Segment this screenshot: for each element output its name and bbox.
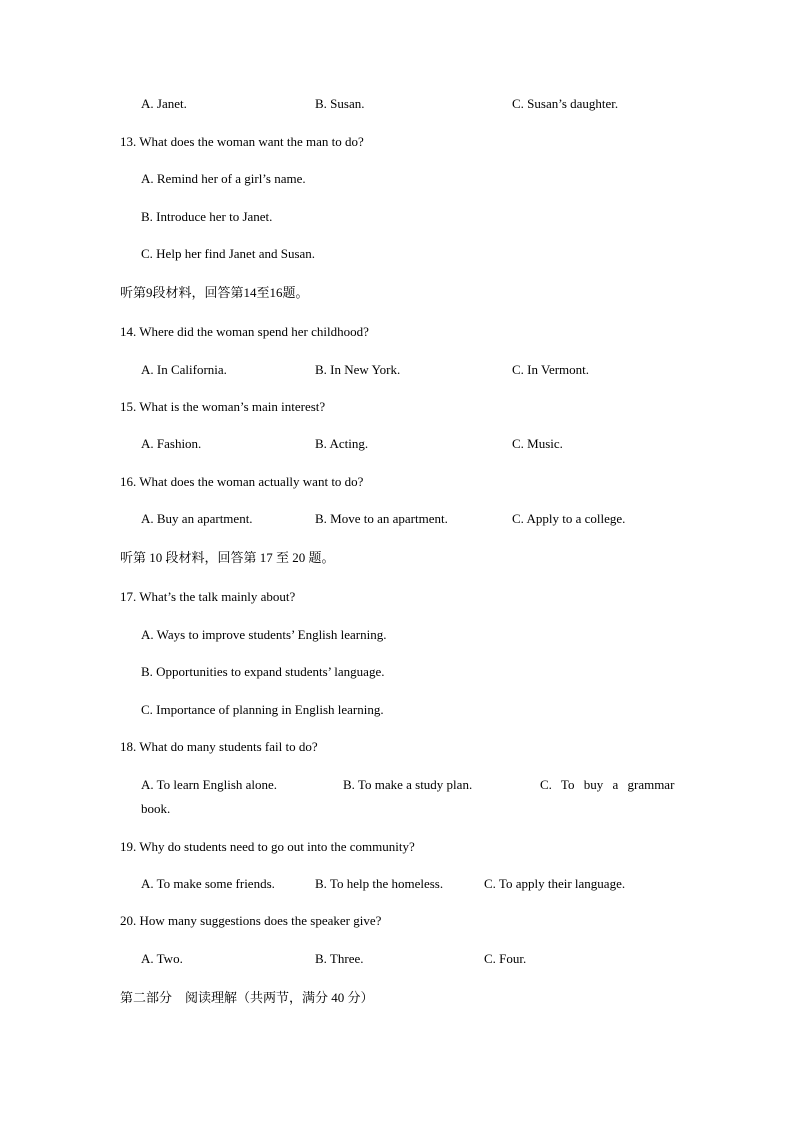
- q16-option-b: B. Move to an apartment.: [315, 511, 448, 526]
- q19-option-b: B. To help the homeless.: [315, 876, 444, 891]
- q12-option-c: C. Susan’s daughter.: [512, 96, 619, 111]
- part-2-heading: 第二部分 阅读理解（共两节，满分 40 分）: [120, 990, 374, 1005]
- q18-option-c: [540, 777, 674, 793]
- q14-option-b: B. In New York.: [315, 362, 401, 377]
- q19-option-c: C. To apply their language.: [484, 876, 626, 891]
- q15-question: 15. What is the woman’s main interest?: [120, 399, 326, 414]
- q13-option-c: C. Help her find Janet and Susan.: [141, 246, 316, 261]
- q13-option-a: A. Remind her of a girl’s name.: [141, 171, 306, 186]
- q13-question: 13. What does the woman want the man to do?: [120, 134, 364, 149]
- q20-option-b: B. Three.: [315, 951, 364, 966]
- q12-option-b: B. Susan.: [315, 96, 365, 111]
- q20-question: 20. How many suggestions does the speaker give?: [120, 913, 382, 928]
- q15-option-b: B. Acting.: [315, 436, 369, 451]
- q17-question: 17. What’s the talk mainly about?: [120, 589, 296, 604]
- q13-option-b: B. Introduce her to Janet.: [141, 209, 273, 224]
- q14-option-c: C. In Vermont.: [512, 362, 590, 377]
- q19-option-a: A. To make some friends.: [141, 876, 275, 891]
- q14-question: 14. Where did the woman spend her childhood?: [120, 324, 369, 339]
- q15-option-a: A. Fashion.: [141, 436, 202, 451]
- q18-question: 18. What do many students fail to do?: [120, 739, 318, 754]
- q16-question: 16. What does the woman actually want to do?: [120, 474, 364, 489]
- section-9-heading: 听第9段材料，回答第14至16题。: [120, 285, 309, 300]
- q12-option-a: A. Janet.: [141, 96, 187, 111]
- q16-option-c: C. Apply to a college.: [512, 511, 626, 526]
- q20-option-c: C. Four.: [484, 951, 527, 966]
- q16-option-a: A. Buy an apartment.: [141, 511, 253, 526]
- section-10-heading: 听第 10 段材料，回答第 17 至 20 题。: [120, 550, 335, 565]
- q17-option-b: B. Opportunities to expand students’ language.: [141, 664, 385, 679]
- q18-option-b: B. To make a study plan.: [343, 777, 473, 792]
- q18-option-c-wrap: book.: [141, 801, 171, 816]
- q15-option-c: C. Music.: [512, 436, 563, 451]
- q18-option-a: A. To learn English alone.: [141, 777, 278, 792]
- q19-question: 19. Why do students need to go out into the community?: [120, 839, 415, 854]
- q14-option-a: A. In California.: [141, 362, 227, 377]
- q17-option-c: C. Importance of planning in English learning.: [141, 702, 384, 717]
- q20-option-a: A. Two.: [141, 951, 183, 966]
- q18-option-c-line1: C. To buy a grammar: [540, 777, 675, 792]
- q17-option-a: A. Ways to improve students’ English learning.: [141, 627, 387, 642]
